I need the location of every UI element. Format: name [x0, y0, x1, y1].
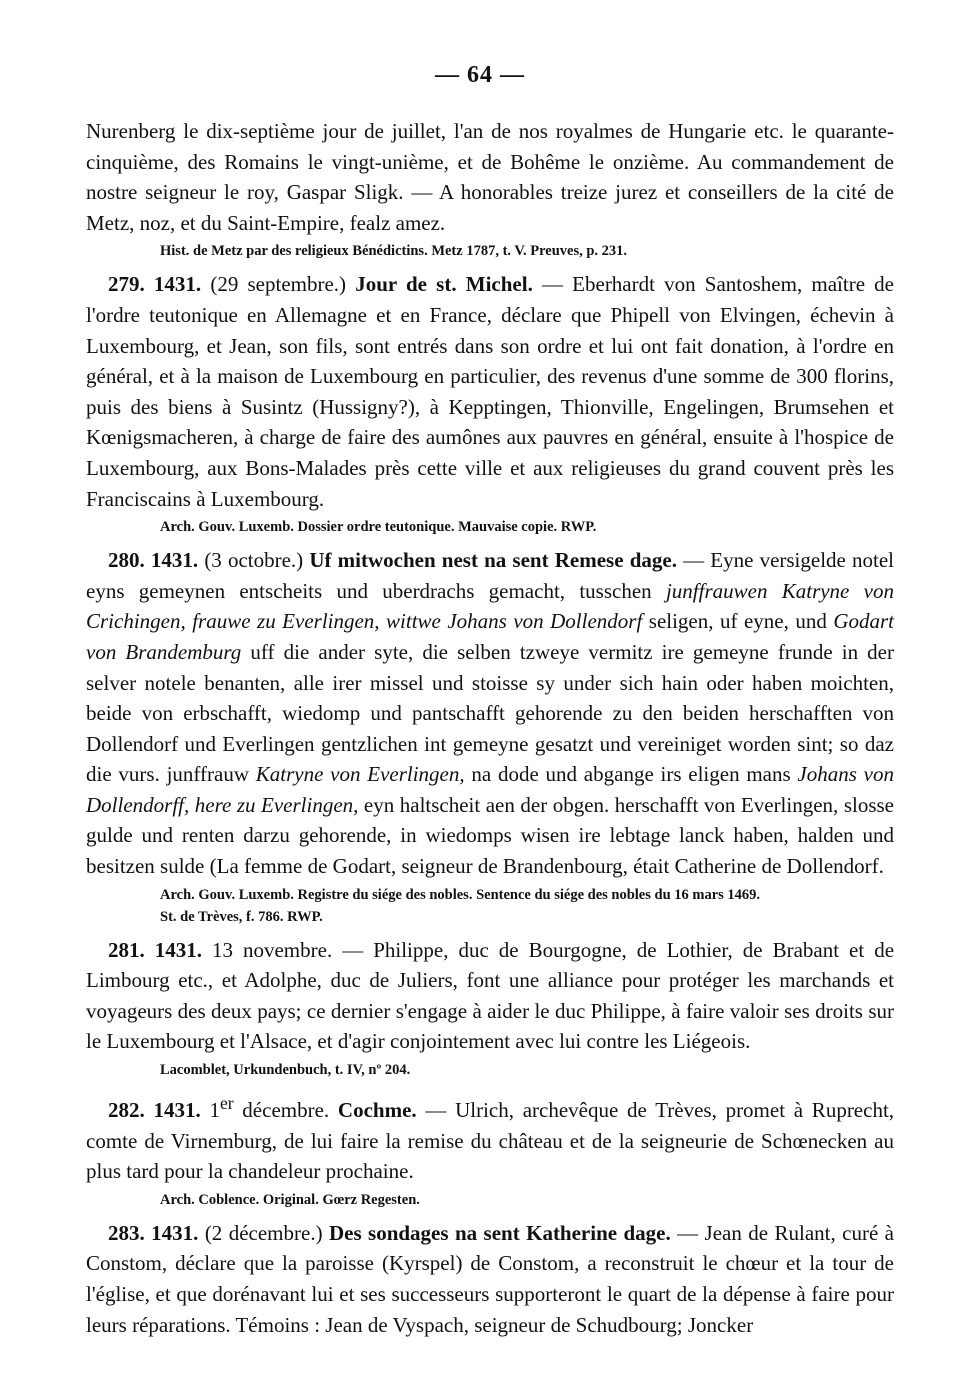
entry-text: — Jean de Rulant, curé à Constom, déclare que la paroisse (Kyrspel) de Constom, a reconstruit le chœur et la tour de l'église, et que dorénavant lui et ses successeurs supporteront le quart de la dépense à faire pour leurs réparations. Témoins : Jean de Vyspach, seigneur de Schudbourg; Joncker — [86, 1220, 895, 1337]
page-number: — 64 — — [435, 62, 525, 88]
entry-heading: Des sondages na sent Katherine dage. — [328, 1220, 671, 1245]
entry-date-day: 1 — [209, 1098, 220, 1123]
entry-text-italic: Katryne von Everlingen, — [255, 762, 465, 787]
entry-280-source — [86, 884, 894, 928]
entry-number: 283. — [108, 1220, 145, 1245]
entry-text-part: na dode und abgange irs eligen mans — [464, 762, 798, 787]
entry-heading: Uf mitwochen nest na sent Remese dage. — [309, 548, 677, 573]
entry-280-source-line2: St. de Trèves, f. 786. RWP. — [160, 908, 323, 925]
entry-283 — [86, 1218, 894, 1340]
entry-year: 1431. — [153, 272, 202, 297]
document-body — [86, 116, 894, 1340]
entry-text-part: — Eyne versigelde notel eyns gemeynen entscheits und uberdrachs gemacht, tusschen — [86, 548, 895, 603]
entry-number: 279. — [108, 272, 145, 297]
entry-280-source-line1: Arch. Gouv. Luxemb. Registre du siége des nobles. Sentence du siége des nobles du 16 mars 1469. — [160, 886, 761, 903]
entry-279-source: Arch. Gouv. Luxemb. Dossier ordre teutonique. Mauvaise copie. RWP. — [160, 519, 597, 536]
entry-text-italic: Godart von Brandemburg — [86, 609, 894, 664]
entry-date: (2 décembre.) — [204, 1220, 323, 1245]
entry-date: (29 septembre.) — [210, 272, 347, 297]
entry-year: 1431. — [150, 548, 199, 573]
entry-text: — Eberhardt von Santoshem, maître de l'ordre teutonique en Allemagne et en France, déclare que Phipell von Elvingen, échevin à Luxembourg, et Jean, son fils, sont entrés dans son ordre et lui ont fait donation, à l'ordre en général, et à la maison de Luxembourg en particulier, des revenus d'une somme de 300 florins, puis des biens à Susintz (Hussigny?), à Kepptingen, Thionville, Engelingen, Brumsehen et Kœnigsmacheren, à charge de faire des aumônes aux pauvres en général, ensuite à l'hospice de Luxembourg, aux Bons-Malades près cette ville et aux religieuses du grand couvent près les Franciscains à Luxembourg. — [86, 272, 894, 511]
intro-source: Hist. de Metz par des religieux Bénédictins. Metz 1787, t. V. Preuves, p. 231. — [160, 243, 628, 260]
entry-heading: Jour de st. Michel. — [355, 272, 533, 297]
entry-heading: Cochme. — [337, 1098, 417, 1123]
entry-number: 280. — [108, 548, 145, 573]
entry-year: 1431. — [151, 1220, 199, 1245]
entry-number: 281. — [108, 937, 145, 962]
entry-text-part: eyn haltscheit aen der obgen. herschafft von Everlingen, slosse gulde und renten darzu gehorende, in wiedomps wisen ire lebtage lanck haben, halden und besitzen sulde (La femme de Godart, seigneur de Brandenbourg, était Catherine de Dollendorf. — [86, 792, 894, 879]
entry-280 — [86, 545, 894, 882]
entry-year: 1431. — [153, 1098, 201, 1123]
entry-text-italic: junffrauwen Katryne von Crichingen, frauwe zu Everlingen, wittwe Johans von Dollendorf — [86, 578, 894, 634]
intro-paragraph: Nurenberg le dix-septième jour de juillet, l'an de nos royalmes de Hungarie etc. le quarante-cinquième, des Romains le vingt-unième, et de Bohême le onzième. Au commandement de nostre seigneur le roy, Gaspar Sligk. — A honorables treize jurez et conseillers de la cité de Metz, noz, et du Saint-Empire, fealz amez. — [86, 119, 894, 235]
entry-279 — [86, 269, 894, 514]
entry-text-part: uff die ander syte, die selben tzweye vermitz ire gemeyne frunde in der selver notele benanten, alle irer missel und stoisse sy under sich hain oder haben moichten, beide von erbschafft, wiedomp und pantschafft gehorende zu den beiden herschafften von Dollendorf und Everlingen gentzlichen int gemeyne gesatzt und vereiniget worden sint; so daz die vurs. junffrauw — [86, 639, 894, 787]
entry-text: — Ulrich, archevêque de Trèves, promet à Ruprecht, comte de Virnemburg, de lui faire la remise du château et de la seigneurie de Schœnecken au plus tard pour la chandeleur prochaine. — [86, 1098, 895, 1184]
entry-date-sup: er — [219, 1093, 234, 1114]
entry-282-source: Arch. Coblence. Original. Gœrz Regesten. — [160, 1191, 420, 1208]
entry-282 — [86, 1088, 894, 1187]
entry-text-italic: Johans von Dollendorff, here zu Everlingen, — [86, 762, 894, 817]
entry-281 — [86, 935, 894, 1057]
entry-text: — Philippe, duc de Bourgogne, de Lothier, de Brabant et de Limbourg etc., et Adolphe, duc de Juliers, font une alliance pour protéger les marchands et voyageurs des deux pays; ce dernier s'engage à aider le duc Philippe, à faire valoir ses droits sur le Luxembourg et l'Alsace, et d'agir conjointement avec lui contre les Liégeois. — [86, 937, 895, 1054]
entry-text-part: seligen, uf eyne, und — [642, 609, 834, 634]
entry-year: 1431. — [154, 937, 202, 962]
entry-date: (3 octobre.) — [204, 548, 304, 573]
entry-281-source: Lacomblet, Urkundenbuch, t. IV, nº 204. — [160, 1062, 411, 1079]
entry-number: 282. — [108, 1098, 145, 1123]
entry-date-rest: décembre. — [233, 1098, 330, 1123]
entry-date: 13 novembre. — [212, 937, 333, 962]
